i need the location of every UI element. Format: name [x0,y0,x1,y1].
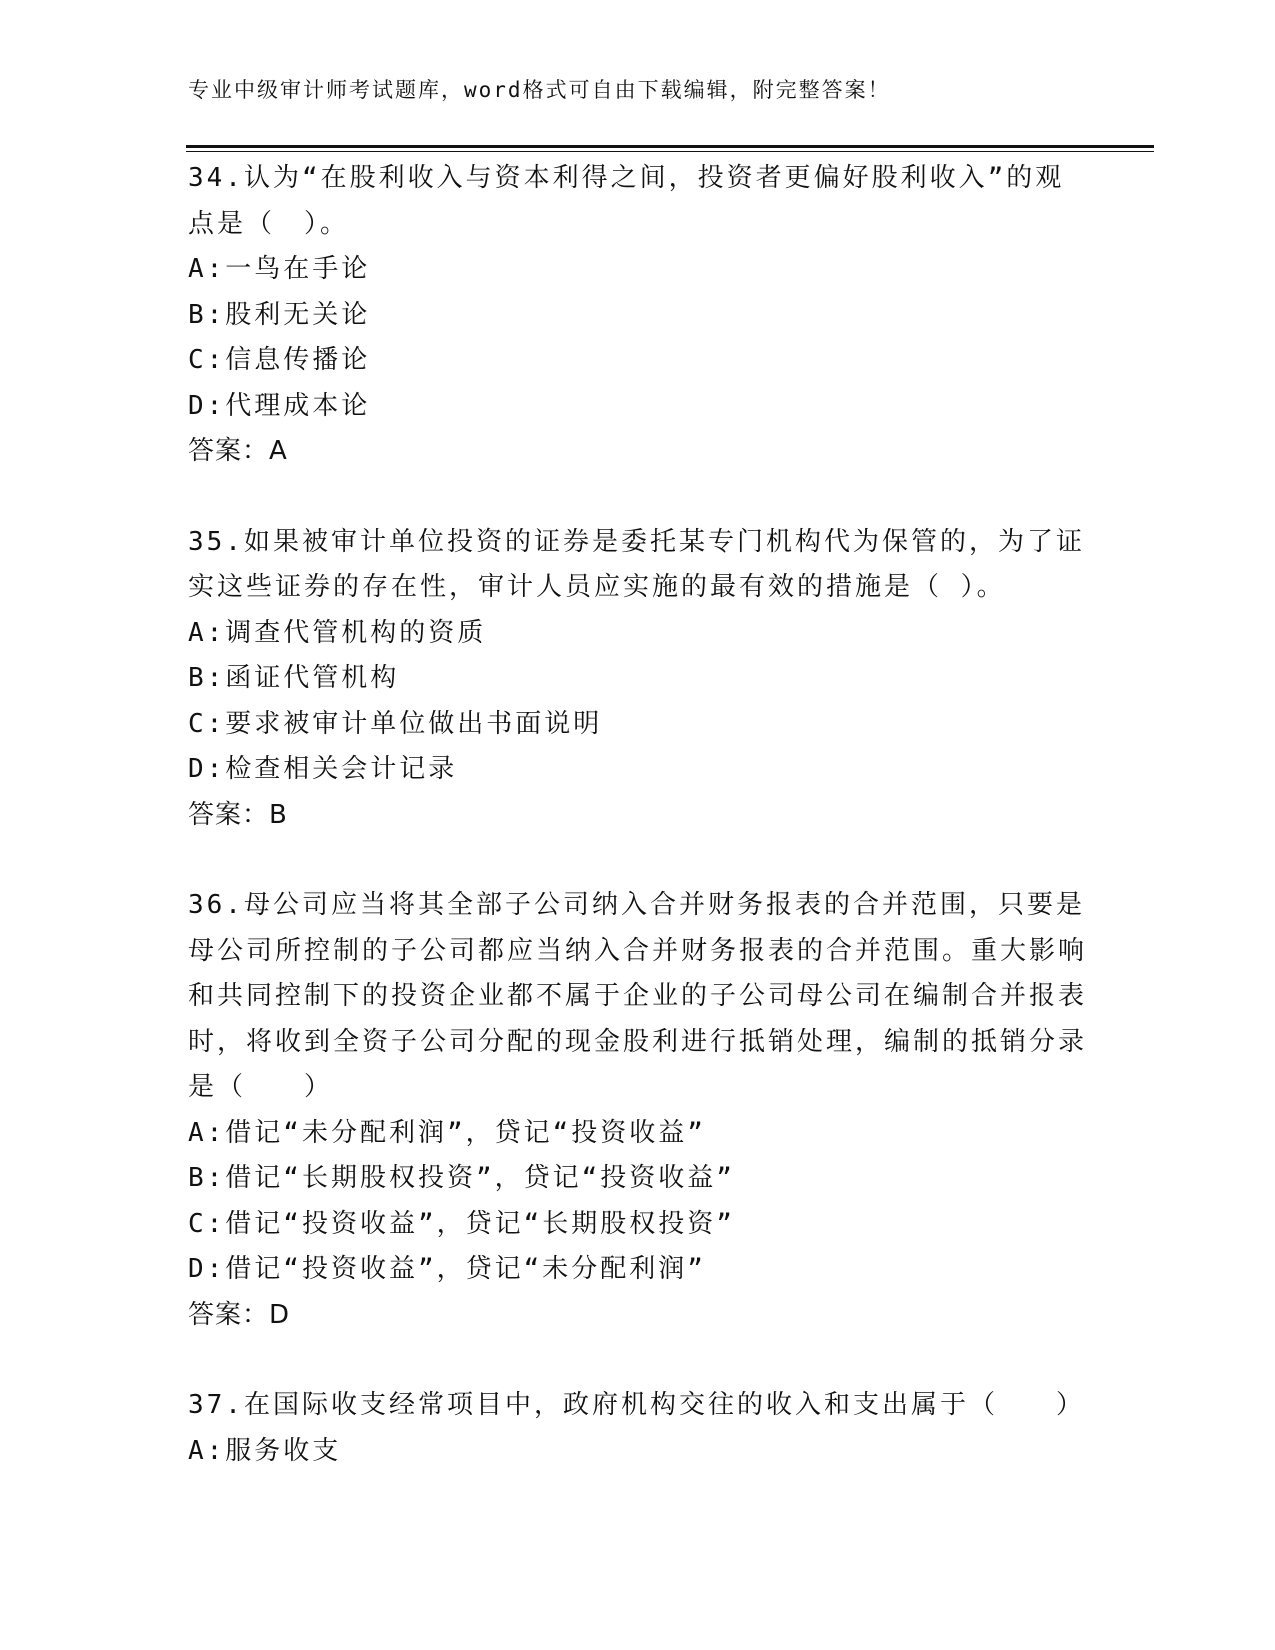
header-rule-thin [186,151,1154,152]
option-a: A:一鸟在手论 [188,254,371,284]
answer-line: 答案：B [188,799,288,830]
option-d: D:检查相关会计记录 [188,754,458,784]
question-36 [188,883,1088,1338]
question-stem: 35.如果被审计单位投资的证券是委托某专门机构代为保管的，为了证实这些证券的存在性，审计人员应实施的最有效的措施是（ ）。 [188,526,1085,602]
question-stem: 34.认为“在股利收入与资本利得之间，投资者更偏好股利收入”的观点是（ ）。 [188,163,1065,239]
question-34 [188,156,1088,475]
answer-line: 答案：D [188,1299,291,1330]
option-d: D:代理成本论 [188,390,371,421]
question-gap [188,475,1088,520]
question-stem: 36.母公司应当将其全部子公司纳入合并财务报表的合并范围，只要是母公司所控制的子公司都应当纳入合并财务报表的合并范围。重大影响和共同控制下的投资企业都不属于企业的子公司母公司在编制合并报表时，将收到全资子公司分配的现金股利进行抵销处理，编制的抵销分录是（ ） [188,890,1088,1102]
question-gap [188,1338,1088,1383]
header-text: 专业中级审计师考试题库，word格式可自由下载编辑，附完整答案！ [188,78,891,102]
option-a: A:服务收支 [188,1435,342,1466]
answer-line: 答案：A [188,436,288,466]
option-c: C:信息传播论 [188,345,371,375]
option-a: A:调查代管机构的资质 [188,617,487,648]
question-list [188,156,1088,1474]
question-35 [188,520,1088,839]
option-b: B:借记“长期股权投资”，贷记“投资收益” [188,1163,735,1193]
option-b: B:函证代管机构 [188,663,400,693]
question-37 [188,1383,1088,1474]
header-rule-thick [186,145,1154,148]
question-stem: 37.在国际收支经常项目中，政府机构交往的收入和支出属于（ ） [188,1390,1085,1420]
option-a: A:借记“未分配利润”，贷记“投资收益” [188,1117,706,1148]
question-gap [188,838,1088,883]
option-c: C:要求被审计单位做出书面说明 [188,708,603,739]
option-d: D:借记“投资收益”，贷记“未分配利润” [188,1254,706,1284]
option-c: C:借记“投资收益”，贷记“长期股权投资” [188,1208,735,1239]
option-b: B:股利无关论 [188,299,371,330]
